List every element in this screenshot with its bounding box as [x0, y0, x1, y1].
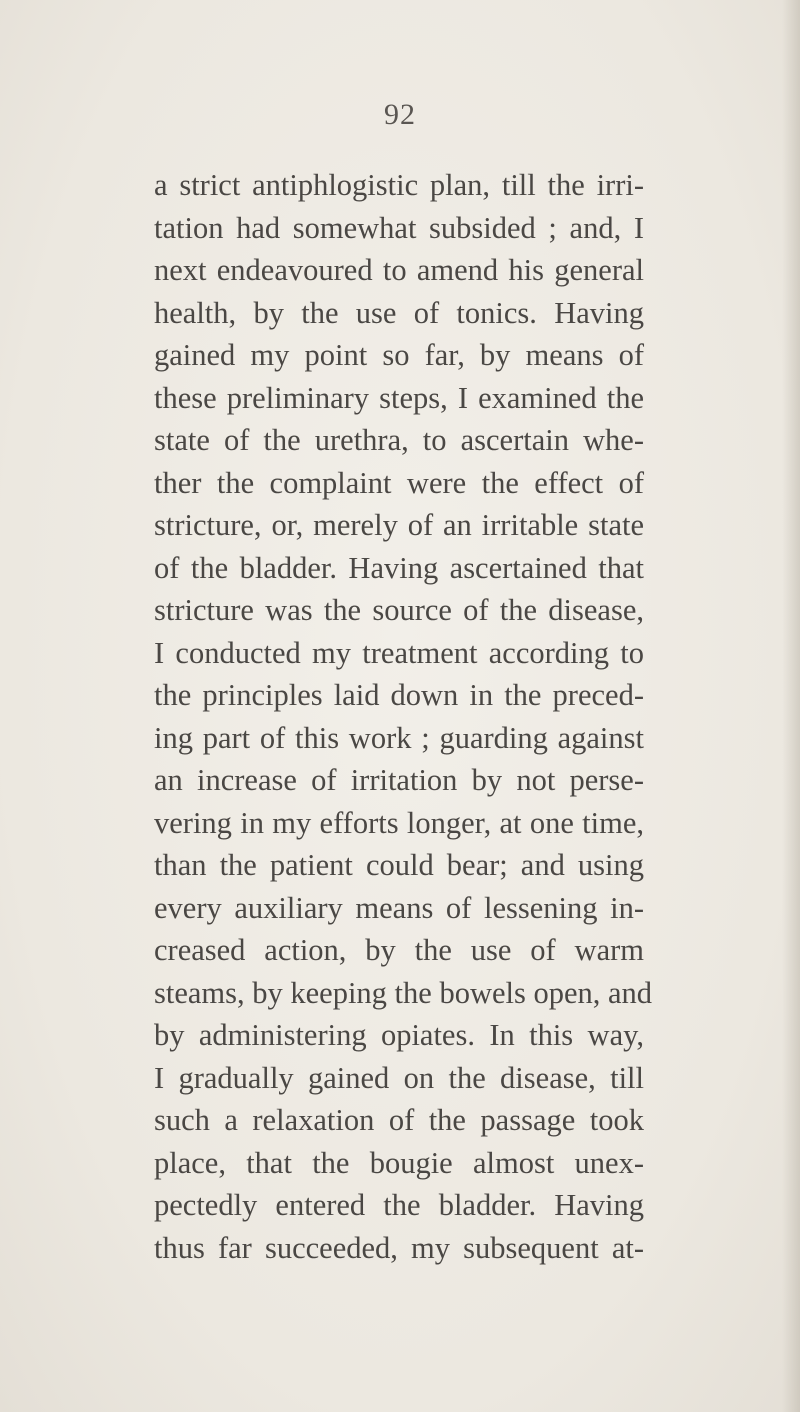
page-edge-shadow	[782, 0, 800, 1412]
text-line: by administering opiates. In this way,	[154, 1018, 644, 1052]
text-line: gained my point so far, by means of	[154, 338, 644, 372]
text-line: vering in my efforts longer, at one time,	[154, 805, 644, 840]
text-line: creased action, by the use of warm	[154, 933, 644, 967]
text-line: a strict antiphlogistic plan, till the irri-	[154, 168, 644, 202]
text-line: pectedly entered the bladder. Having	[154, 1188, 644, 1222]
text-line: ther the complaint were the effect of	[154, 465, 644, 500]
text-line: the principles laid down in the preced-	[154, 678, 644, 712]
text-line: than the patient could bear; and using	[154, 848, 644, 882]
page-number: 92	[384, 98, 416, 131]
text-line: I conducted my treatment according to	[154, 635, 644, 670]
text-line: place, that the bougie almost unex-	[154, 1145, 644, 1180]
text-line: ing part of this work ; guarding against	[154, 720, 644, 755]
text-line: tation had somewhat subsided ; and, I	[154, 210, 644, 245]
text-line: next endeavoured to amend his general	[154, 253, 644, 287]
text-line: state of the urethra, to ascertain whe-	[154, 423, 644, 457]
text-line: I gradually gained on the disease, till	[154, 1060, 644, 1095]
text-line: stricture was the source of the disease,	[154, 593, 644, 627]
text-line: such a relaxation of the passage took	[154, 1103, 644, 1137]
text-line: health, by the use of tonics. Having	[154, 295, 644, 330]
text-line: stricture, or, merely of an irritable state	[154, 508, 644, 542]
text-line: these preliminary steps, I examined the	[154, 380, 644, 415]
text-line: thus far succeeded, my subsequent at-	[154, 1230, 644, 1265]
text-line: of the bladder. Having ascertained that	[154, 550, 644, 585]
text-line: steams, by keeping the bowels open, and	[154, 975, 653, 1010]
body-text	[154, 164, 653, 1269]
text-line: every auxiliary means of lessening in-	[154, 890, 644, 925]
text-line: an increase of irritation by not perse-	[154, 763, 644, 797]
